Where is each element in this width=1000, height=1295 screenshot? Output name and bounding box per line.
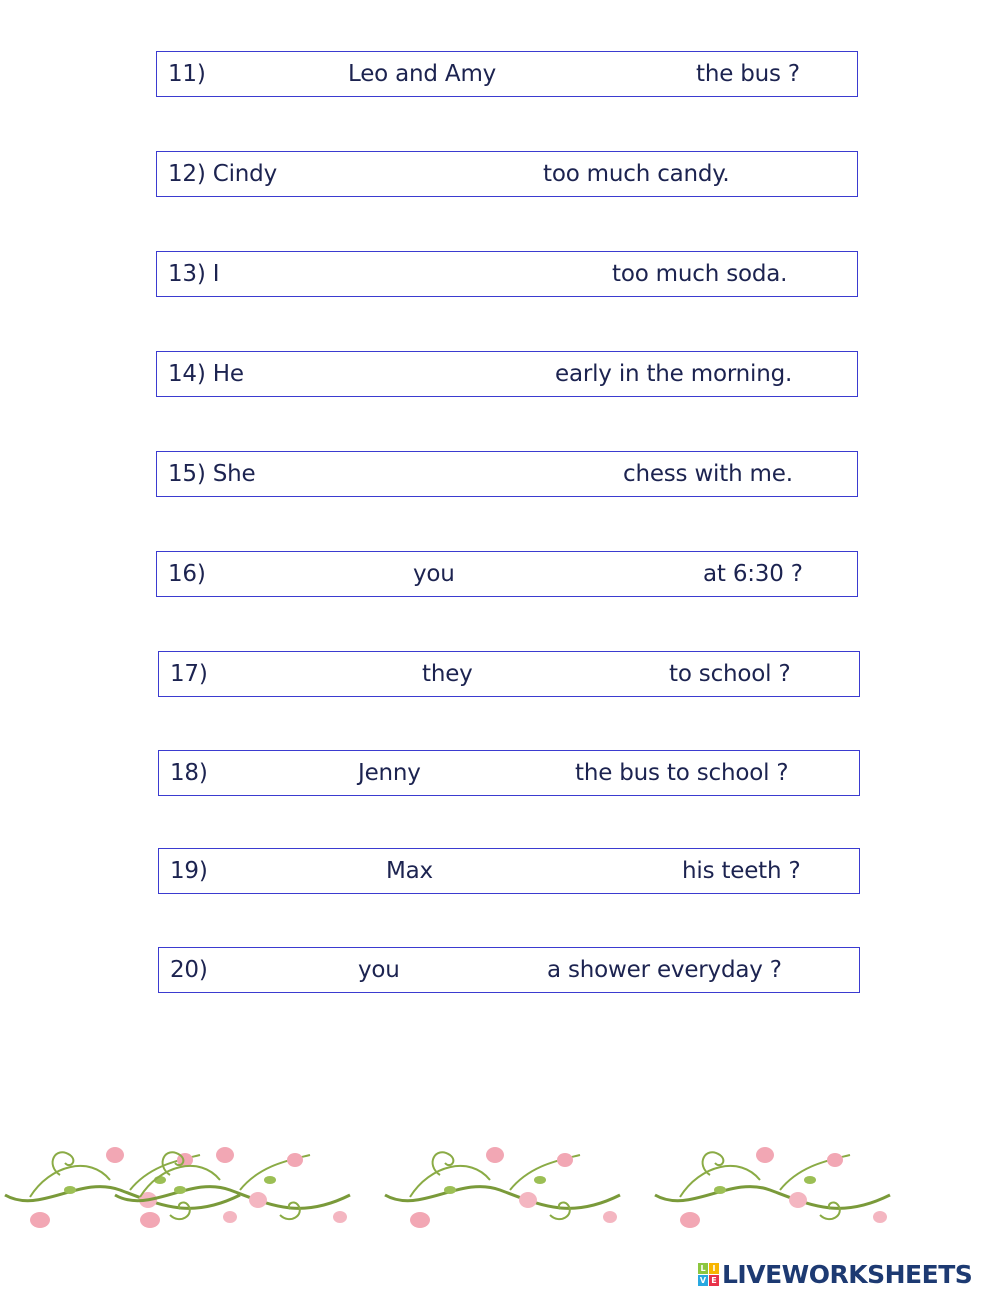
exercise-row-20 — [158, 947, 860, 993]
answer-blank[interactable] — [497, 58, 692, 92]
live-logo-icon — [698, 1263, 719, 1286]
sentence-fragment: too much soda. — [612, 261, 788, 287]
exercise-row-17 — [158, 651, 860, 697]
exercise-row-15 — [156, 451, 858, 497]
exercise-row-19 — [158, 848, 860, 894]
sentence-fragment: Leo and Amy — [348, 61, 497, 87]
exercise-row-14 — [156, 351, 858, 397]
sentence-fragment: to school ? — [669, 661, 791, 687]
answer-blank[interactable] — [215, 658, 418, 692]
item-number: 15) She — [168, 461, 256, 487]
sentence-fragment: they — [422, 661, 473, 687]
sentence-fragment: chess with me. — [623, 461, 793, 487]
answer-blank[interactable] — [429, 757, 571, 791]
exercise-row-11 — [156, 51, 858, 97]
sentence-fragment: you — [413, 561, 455, 587]
logo-letter: I — [709, 1263, 719, 1274]
item-number: 20) — [170, 957, 208, 983]
answer-blank[interactable] — [403, 954, 543, 988]
logo-text: LIVEWORKSHEETS — [722, 1260, 973, 1289]
item-number: 11) — [168, 61, 206, 87]
exercise-row-16 — [156, 551, 858, 597]
item-number: 19) — [170, 858, 208, 884]
answer-blank[interactable] — [291, 158, 539, 192]
sentence-fragment: his teeth ? — [682, 858, 801, 884]
exercise-row-13 — [156, 251, 858, 297]
item-number: 16) — [168, 561, 206, 587]
exercise-row-12 — [156, 151, 858, 197]
sentence-fragment: at 6:30 ? — [703, 561, 803, 587]
rose-vine-border — [0, 1135, 1000, 1245]
sentence-fragment: the bus ? — [696, 61, 800, 87]
answer-blank[interactable] — [480, 658, 665, 692]
item-number: 12) Cindy — [168, 161, 277, 187]
item-number: 18) — [170, 760, 208, 786]
logo-letter: L — [698, 1263, 708, 1274]
sentence-fragment: you — [358, 957, 400, 983]
liveworksheets-logo — [698, 1260, 972, 1289]
answer-blank[interactable] — [215, 757, 354, 791]
answer-blank[interactable] — [215, 954, 354, 988]
answer-blank[interactable] — [215, 855, 382, 889]
sentence-fragment: a shower everyday ? — [547, 957, 782, 983]
sentence-fragment: Max — [386, 858, 433, 884]
logo-letter: V — [699, 1276, 707, 1285]
answer-blank[interactable] — [213, 558, 409, 592]
item-number: 14) He — [168, 361, 244, 387]
item-number: 17) — [170, 661, 208, 687]
answer-blank[interactable] — [213, 58, 344, 92]
exercise-row-18 — [158, 750, 860, 796]
answer-blank[interactable] — [265, 458, 619, 492]
logo-letter: E — [709, 1275, 719, 1286]
answer-blank[interactable] — [431, 855, 678, 889]
item-number: 13) I — [168, 261, 220, 287]
sentence-fragment: early in the morning. — [555, 361, 793, 387]
sentence-fragment: Jenny — [358, 760, 421, 786]
answer-blank[interactable] — [458, 558, 699, 592]
sentence-fragment: the bus to school ? — [575, 760, 789, 786]
sentence-fragment: too much candy. — [543, 161, 730, 187]
answer-blank[interactable] — [252, 358, 551, 392]
answer-blank[interactable] — [239, 258, 608, 292]
